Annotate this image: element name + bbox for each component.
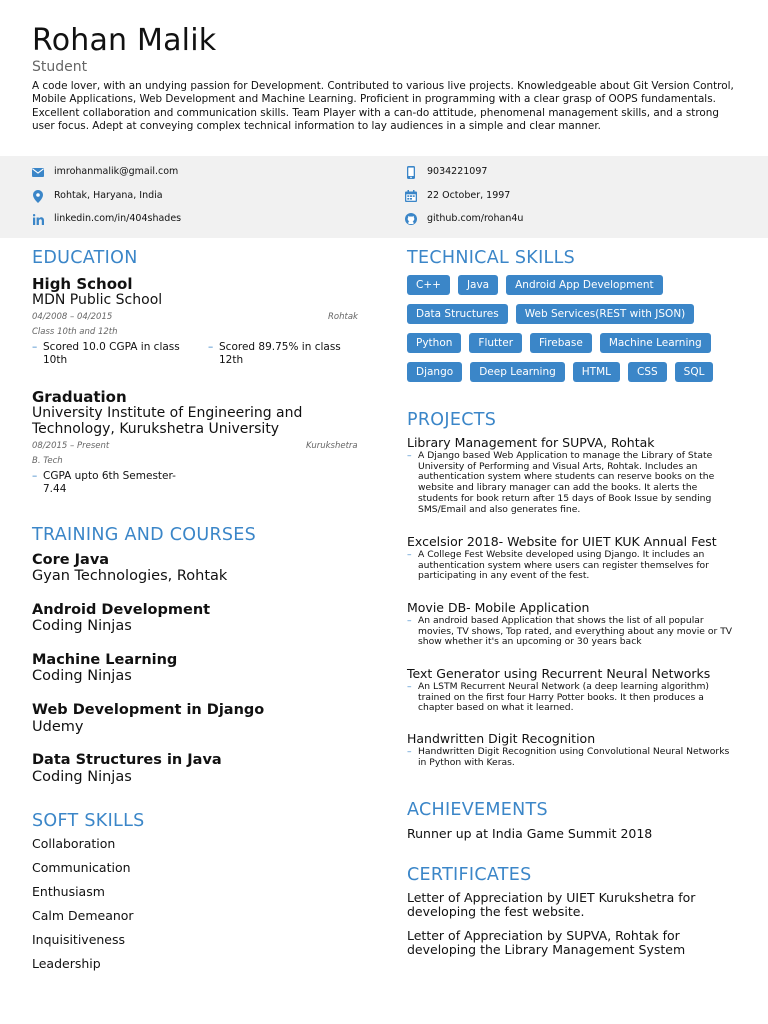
- soft-skill: Calm Demeanor: [32, 908, 134, 923]
- education-place: Rohtak: [328, 312, 358, 322]
- soft-skill: Communication: [32, 860, 131, 875]
- education-institution: University Institute of Engineering and Technology, Kurukshetra University: [32, 405, 303, 437]
- project-desc-text: A College Fest Website developed using Django. It includes an authentication system where users can register themselves for participating in any event of the fest.: [418, 549, 709, 582]
- bullet-dash: –: [208, 341, 214, 353]
- education-level: Graduation: [32, 388, 127, 406]
- email-text: imrohanmalik@gmail.com: [54, 166, 179, 177]
- soft-skill: Inquisitiveness: [32, 932, 126, 947]
- skill-row: [407, 362, 737, 382]
- skill-chip: Python: [407, 333, 461, 353]
- education-place: Kurukshetra: [306, 441, 358, 451]
- skill-chip: Data Structures: [407, 304, 508, 324]
- project-title: Text Generator using Recurrent Neural Networks: [407, 666, 711, 681]
- skill-chip: Android App Development: [506, 275, 662, 295]
- project-title: Excelsior 2018- Website for UIET KUK Annual Fest: [407, 534, 717, 549]
- project-title: Handwritten Digit Recognition: [407, 731, 596, 746]
- education-dates: 04/2008 – 04/2015: [32, 312, 113, 322]
- phone-text: 9034221097: [427, 166, 488, 177]
- skill-chip: Deep Learning: [470, 362, 565, 382]
- skill-chip: C++: [407, 275, 450, 295]
- skill-chip: Django: [407, 362, 462, 382]
- project-title: Library Management for SUPVA, Rohtak: [407, 435, 655, 450]
- candidate-name: Rohan Malik: [32, 23, 217, 58]
- education-dates: 08/2015 – Present: [32, 441, 110, 451]
- linkedin-icon: [32, 212, 44, 226]
- skill-chip: HTML: [573, 362, 620, 382]
- skills-chip-group: [407, 275, 737, 391]
- soft-skill: Leadership: [32, 956, 101, 971]
- envelope-icon: [32, 165, 44, 179]
- skill-chip: Flutter: [469, 333, 522, 353]
- bullet-dash: –: [407, 450, 412, 461]
- bullet-dash: –: [407, 681, 412, 692]
- resume-header: [32, 24, 736, 133]
- skill-chip: Machine Learning: [600, 333, 711, 353]
- skill-chip: Web Services(REST with JSON): [516, 304, 695, 324]
- course-title: Data Structures in Java: [32, 752, 222, 768]
- project-description: [407, 682, 737, 714]
- certificates-heading: CERTIFICATES: [407, 865, 532, 885]
- achievements-heading: ACHIEVEMENTS: [407, 800, 548, 820]
- education-course: B. Tech: [32, 456, 63, 466]
- skill-chip: Firebase: [530, 333, 592, 353]
- linkedin-text: linkedin.com/in/404shades: [54, 213, 182, 224]
- skill-chip: SQL: [675, 362, 714, 382]
- course-title: Web Development in Django: [32, 702, 265, 718]
- calendar-icon: [405, 189, 417, 203]
- project-desc-text: An android based Application that shows the list of all popular movies, TV shows, Top rated, and everything about any movie or TV show whether it's an upcoming or 30 years back: [418, 615, 733, 648]
- phone-icon: [405, 165, 417, 179]
- project-title: Movie DB- Mobile Application: [407, 600, 590, 615]
- education-course: Class 10th and 12th: [32, 327, 118, 337]
- contact-bar: [0, 156, 768, 238]
- bullet-dash: –: [32, 341, 38, 353]
- github-text: github.com/rohan4u: [427, 213, 524, 224]
- course-org: Udemy: [32, 719, 84, 735]
- education-point: [32, 341, 197, 367]
- education-point: [208, 341, 358, 367]
- course-title: Core Java: [32, 552, 110, 568]
- skill-row: [407, 333, 737, 353]
- course-org: Coding Ninjas: [32, 769, 132, 785]
- point-text: Scored 10.0 CGPA in class 10th: [43, 341, 180, 366]
- dob-text: 22 October, 1997: [427, 190, 511, 201]
- bullet-dash: –: [407, 615, 412, 626]
- location-text: Rohtak, Haryana, India: [54, 190, 163, 201]
- github-icon: [405, 212, 417, 226]
- skill-chip: Java: [458, 275, 498, 295]
- course-org: Coding Ninjas: [32, 618, 132, 634]
- course-org: Gyan Technologies, Rohtak: [32, 568, 228, 584]
- project-description: [407, 550, 737, 582]
- achievement-item: Runner up at India Game Summit 2018: [407, 826, 653, 841]
- point-text: CGPA upto 6th Semester- 7.44: [43, 470, 176, 495]
- project-desc-text: An LSTM Recurrent Neural Network (a deep learning algorithm) trained on the first four Harry Potter books. It then produces a chapter based on what it learned.: [418, 681, 709, 714]
- education-institution: MDN Public School: [32, 292, 163, 308]
- soft-skill: Collaboration: [32, 836, 116, 851]
- education-level: High School: [32, 275, 133, 293]
- training-heading: TRAINING AND COURSES: [32, 525, 257, 545]
- project-desc-text: A Django based Web Application to manage the Library of State University of Performing and Visual Arts, Rohtak. Includes an authentication system where students can reserve books on the website and library manager can add the books. It alerts the students for book return after 15 days of Book Issue by sending SMS/Email and also generates fine.: [418, 450, 715, 515]
- skill-chip: CSS: [628, 362, 667, 382]
- course-title: Android Development: [32, 602, 211, 618]
- projects-heading: PROJECTS: [407, 410, 497, 430]
- course-title: Machine Learning: [32, 652, 178, 668]
- bullet-dash: –: [407, 549, 412, 560]
- candidate-title: Student: [32, 59, 88, 75]
- skill-row: [407, 304, 737, 324]
- project-description: [407, 451, 737, 515]
- project-description: [407, 616, 737, 648]
- technical-skills-heading: TECHNICAL SKILLS: [407, 248, 576, 268]
- project-desc-text: Handwritten Digit Recognition using Convolutional Neural Networks in Python with Keras.: [418, 746, 730, 768]
- skill-row: [407, 275, 737, 295]
- education-point: [32, 470, 192, 496]
- certificate-item: Letter of Appreciation by SUPVA, Rohtak for developing the Library Management System: [407, 928, 686, 957]
- bullet-dash: –: [32, 470, 38, 482]
- education-heading: EDUCATION: [32, 248, 138, 268]
- map-pin-icon: [32, 189, 44, 203]
- course-org: Coding Ninjas: [32, 668, 132, 684]
- summary-text: A code lover, with an undying passion for Development. Contributed to various live projects. Knowledgeable about Git Version Control, Mobile Applications, Web Development and Machine Learning. Proficient in programming with a clear grasp of OOPS fundamentals. Excellent collaboration and communication skills. Team Player with a can-do attitude, phenomenal management skills, and a strong user focus. Adept at conveying complex technical information to lay audiences in a simple and clear manner.: [32, 80, 734, 132]
- point-text: Scored 89.75% in class 12th: [219, 341, 341, 366]
- soft-skills-heading: SOFT SKILLS: [32, 811, 145, 831]
- soft-skill: Enthusiasm: [32, 884, 105, 899]
- certificate-item: Letter of Appreciation by UIET Kurukshetra for developing the fest website.: [407, 890, 696, 919]
- bullet-dash: –: [407, 746, 412, 757]
- project-description: [407, 747, 737, 768]
